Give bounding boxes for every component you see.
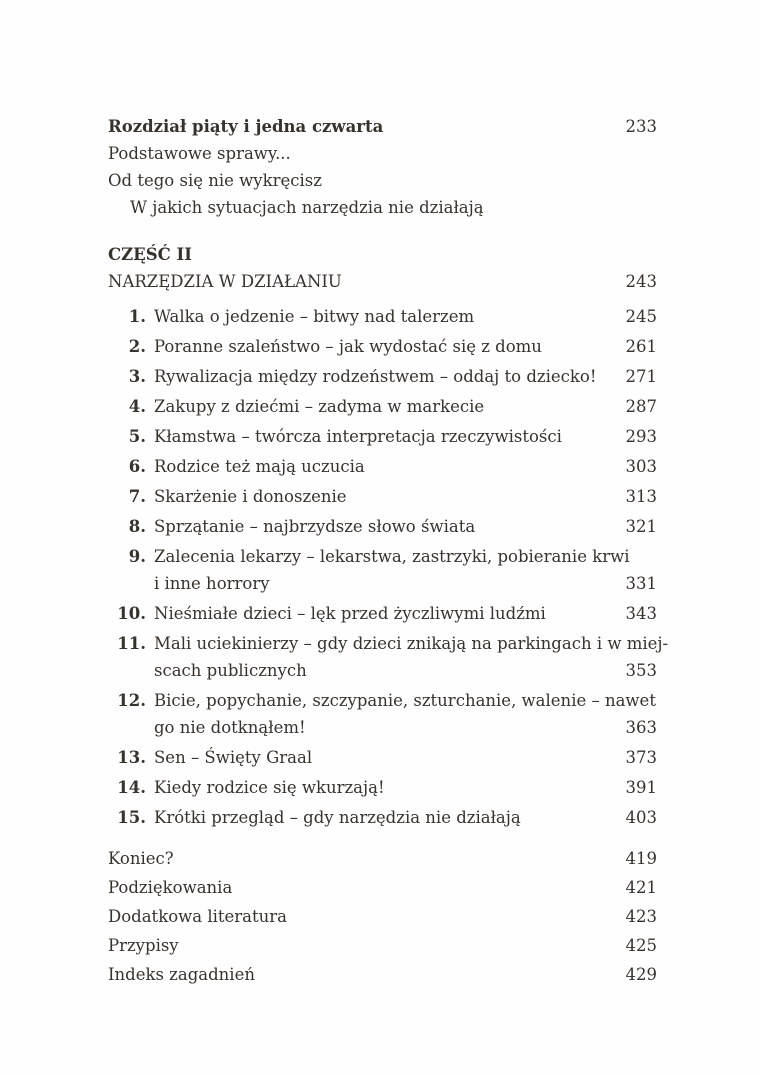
toc-item-number: 12. [117,691,146,710]
chapter-title-row [108,113,657,140]
part-title: NARZĘDZIA W DZIAŁANIU [108,272,342,291]
toc-item [108,744,657,771]
back-matter-item [108,874,657,901]
toc-item-title [154,393,609,420]
toc-item-title [154,804,609,831]
toc-item [108,630,669,684]
toc-item-number: 15. [117,808,146,827]
toc-item-title-line2: i inne horrory [154,574,270,593]
toc-item-page-number: 245 [625,307,657,326]
toc-item-title-line1: Zalecenia lekarzy – lekarstwa, zastrzyki, pobieranie krwi [154,547,630,566]
back-matter-item [108,845,657,872]
toc-item-title [154,744,609,771]
toc-item-number: 7. [128,487,146,506]
toc-item-number: 14. [117,778,146,797]
toc-item-page-number: 343 [625,604,657,623]
toc-item-title-line1: Krótki przegląd – gdy narzędzia nie działają [154,808,521,827]
toc-item-page-number: 331 [625,574,657,593]
toc-item-title-line1: Mali uciekinierzy – gdy dzieci znikają na parkingach i w miej- [154,634,669,653]
back-matter-page-number: 419 [625,849,657,868]
toc-item [108,687,657,741]
toc-item-number: 11. [117,634,146,653]
back-matter-title: Podziękowania [108,878,233,897]
back-matter-title: Przypisy [108,936,179,955]
toc-item-title-line2: go nie dotknąłem! [154,718,306,737]
toc-item-page-number: 287 [625,397,657,416]
toc-item [108,423,657,450]
toc-item-title-line1: Rywalizacja między rodzeństwem – oddaj to dziecko! [154,367,597,386]
chapter-subtitle-2: Od tego się nie wykręcisz [108,171,322,190]
toc-item-title-line1: Walka o jedzenie – bitwy nad talerzem [154,307,475,326]
chapter-subtitle-indented: W jakich sytuacjach narzędzia nie działają [130,198,484,217]
back-matter-page-number: 423 [625,907,657,926]
toc-item-title-line1: Zakupy z dziećmi – zadyma w markecie [154,397,485,416]
toc-item [108,363,657,390]
back-matter-title: Koniec? [108,849,174,868]
part-page-number: 243 [625,272,657,291]
toc-item [108,513,657,540]
back-matter-page-number: 421 [625,878,657,897]
toc-item-title [154,303,609,330]
toc-item-number: 6. [128,457,146,476]
toc-item-title [154,423,609,450]
toc-item-number: 1. [128,307,146,326]
toc-item-page-number: 403 [625,808,657,827]
back-matter-page-number: 429 [625,965,657,984]
back-matter-title: Dodatkowa literatura [108,907,287,926]
toc-item-title-line1: Nieśmiałe dzieci – lęk przed życzliwymi ludźmi [154,604,546,623]
chapter-page-number: 233 [625,117,657,136]
toc-item-page-number: 303 [625,457,657,476]
chapter-subtitle-1: Podstawowe sprawy... [108,144,291,163]
back-matter-item [108,903,657,930]
part-block [108,241,657,295]
toc-item-page-number: 271 [625,367,657,386]
toc-item-title [154,483,609,510]
toc-item-title [154,453,609,480]
toc-item-title-line1: Sen – Święty Graal [154,748,313,767]
toc-item-number: 4. [128,397,146,416]
toc-item-title [154,774,609,801]
toc-item-title-line1: Sprzątanie – najbrzydsze słowo świata [154,517,476,536]
toc-item-page-number: 353 [625,661,657,680]
toc-item-page-number: 321 [625,517,657,536]
toc-item-title [154,513,609,540]
toc-item-title [154,600,609,627]
toc-item-page-number: 313 [625,487,657,506]
toc-item-title-line1: Kłamstwa – twórcza interpretacja rzeczywistości [154,427,562,446]
toc-item-number: 5. [128,427,146,446]
toc-item [108,600,657,627]
toc-item [108,774,657,801]
toc-item-title [154,363,609,390]
toc-item-title-line1: Bicie, popychanie, szczypanie, szturchanie, walenie – nawet [154,691,656,710]
toc-item-number: 8. [128,517,146,536]
toc-item [108,333,657,360]
back-matter-item [108,932,657,959]
toc-item [108,804,657,831]
toc-item [108,483,657,510]
toc-item-page-number: 261 [625,337,657,356]
toc-item-number: 3. [128,367,146,386]
toc-item-page-number: 391 [625,778,657,797]
toc-item-number: 13. [117,748,146,767]
toc-item-title [154,543,630,597]
toc-item-title-line2: scach publicznych [154,661,307,680]
toc-item-page-number: 293 [625,427,657,446]
back-matter-item [108,961,657,988]
toc-item-title-line1: Skarżenie i donoszenie [154,487,347,506]
chapter-title: Rozdział piąty i jedna czwarta [108,117,384,136]
toc-item [108,543,657,597]
toc-item-title-line1: Kiedy rodzice się wkurzają! [154,778,385,797]
part-title-row [108,268,657,295]
toc-item-page-number: 373 [625,748,657,767]
toc-item [108,453,657,480]
toc-item-number: 2. [128,337,146,356]
toc-item-title-line1: Poranne szaleństwo – jak wydostać się z domu [154,337,542,356]
part-label: CZĘŚĆ II [108,245,192,264]
toc-item [108,393,657,420]
toc-item-number: 9. [128,547,146,566]
toc-item-number: 10. [117,604,146,623]
chapter-block [108,113,657,221]
toc-item-title-line1: Rodzice też mają uczucia [154,457,365,476]
toc-item-page-number: 363 [625,718,657,737]
back-matter-title: Indeks zagadnień [108,965,255,984]
toc-list [108,303,669,831]
back-matter-list [108,845,657,988]
toc-item [108,303,657,330]
back-matter-page-number: 425 [625,936,657,955]
toc-item-title [154,333,609,360]
